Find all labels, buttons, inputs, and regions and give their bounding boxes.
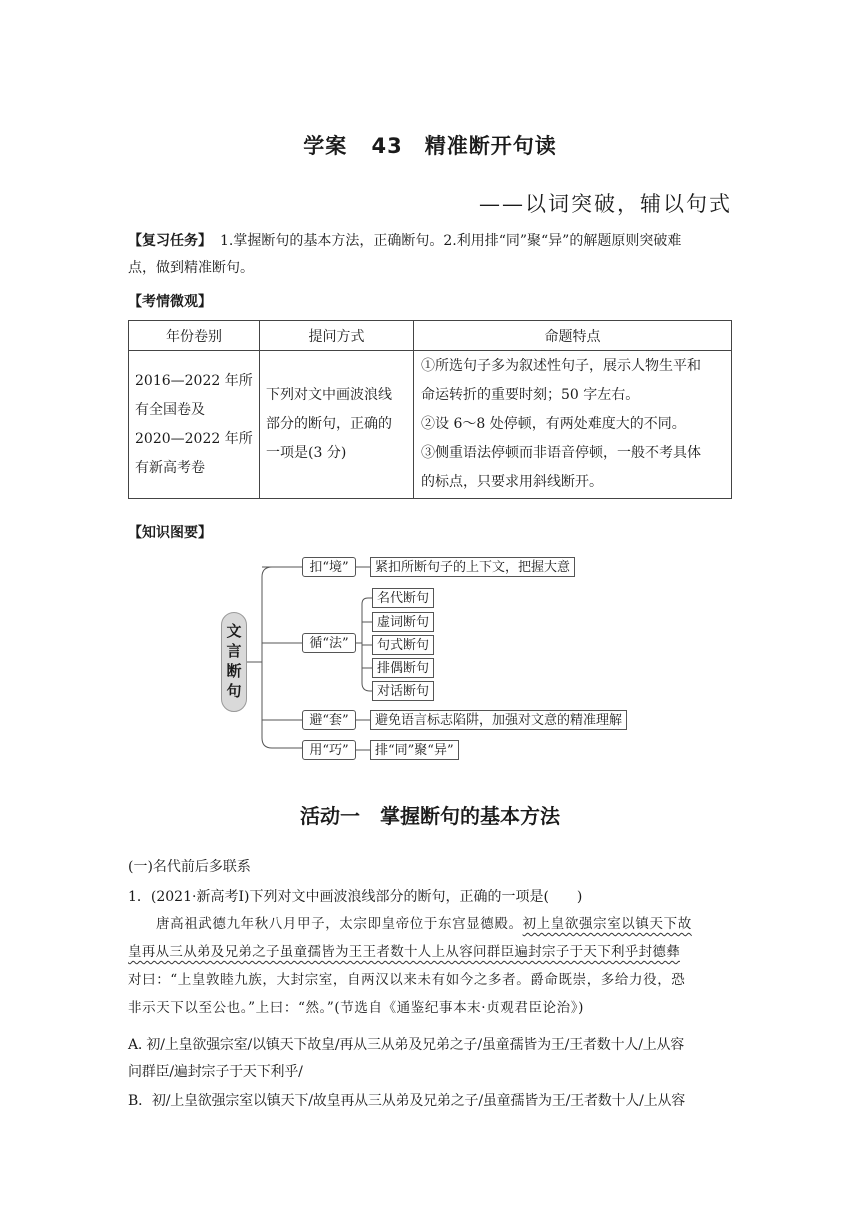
mindmap-avoid-desc: 避免语言标志陷阱，加强对文意的精准理解 [370,710,627,730]
root-char: 文 [226,622,242,640]
cell-line: 的标点，只要求用斜线断开。 [421,474,603,490]
cell-line: 2016—2022 年所 [135,372,253,389]
option-line: 问群臣/遍封宗子于天下利乎/ [128,1064,303,1080]
mindmap-skill-desc: 排“同”聚“异” [370,740,459,760]
option-a [128,1032,732,1086]
cell-line: 命运转折的重要时刻；50 字左右。 [421,387,640,403]
mindmap-method-item: 排偶断句 [372,658,434,678]
page-title: 学案 43 精准断开句读 [303,134,557,158]
passage-wavy: 初上皇欲强宗室以镇天下故 [522,916,692,932]
mindmap-root [221,612,247,712]
root-char: 断 [226,662,242,680]
root-char: 言 [226,642,242,660]
passage-line: 非示天下以至公也。”上曰：“然。”(节选自《通鉴纪事本末·贞观君臣论治》) [128,1000,584,1016]
mindmap-method-item: 对话断句 [372,681,434,701]
passage [128,910,732,1022]
option-line: A. 初/上皇欲强宗室/以镇天下故皇/再从三从弟及兄弟之子/虽童孺皆为王/王者数十人/上从容 [128,1037,685,1053]
cell-line: ③侧重语法停顿而非语音停顿，一般不考具体 [421,445,701,461]
root-char: 句 [226,682,242,700]
passage-wavy: 皇再从三从弟及兄弟之子虽童孺皆为王王者数十人上从容问群臣遍封宗子于天下利乎封德彝 [128,944,680,960]
mindmap-cat-avoid: 避“套” [302,710,356,730]
review-line-1: 1.掌握断句的基本方法，正确断句。2.利用排“同”聚“异”的解题原则突破难 [220,233,682,249]
subsection-title: (一)名代前后多联系 [128,859,251,875]
mindmap-cat-context: 扣“境” [302,557,356,577]
exam-section-label: 【考情微观】 [128,294,212,310]
cell-line: ①所选句子多为叙述性句子，展示人物生平和 [421,358,701,374]
cell-line: 下列对文中画波浪线 [266,387,392,403]
cell-line: 有新高考卷 [135,459,205,476]
cell-line: 有全国卷及 [135,401,205,418]
option-b: B．初/上皇欲强宗室以镇天下/故皇再从三从弟及兄弟之子/虽童孺皆为王/王者数十人/上从容 [128,1093,686,1109]
cell-line: 部分的断句，正确的 [266,416,392,432]
question-stem: 1．(2021·新高考Ⅰ)下列对文中画波浪线部分的断句，正确的一项是( ) [128,889,583,905]
passage-line: 对曰：“上皇敦睦九族，大封宗室，自两汉以来未有如今之多者。爵命既崇，多给力役，恐 [128,972,686,988]
cell-line: 一项是(3 分) [266,445,347,461]
review-line-2: 点，做到精准断句。 [128,260,254,276]
mindmap-cat-method: 循“法” [302,633,356,653]
cell-line: 2020—2022 年所 [135,430,253,447]
review-tag: 【复习任务】 [128,233,212,249]
mindmap-method-item: 名代断句 [372,588,434,608]
page-subtitle: ——以词突破，辅以句式 [479,192,732,216]
mindmap-cat-skill: 用“巧” [302,740,356,760]
knowledge-label: 【知识图要】 [128,525,212,541]
mindmap-method-item: 虚词断句 [372,612,434,632]
table-header: 年份卷别 [129,321,260,351]
cell-line: ②设 6～8 处停顿，有两处难度大的不同。 [421,416,686,432]
mindmap-method-item: 句式断句 [372,635,434,655]
table-header: 命题特点 [414,321,732,351]
passage-line: 唐高祖武德九年秋八月甲子，太宗即皇帝位于东宫显德殿。 [156,916,523,932]
mindmap-context-desc: 紧扣所断句子的上下文，把握大意 [370,557,575,577]
activity-title: 活动一 掌握断句的基本方法 [300,804,560,828]
table-header: 提问方式 [260,321,414,351]
